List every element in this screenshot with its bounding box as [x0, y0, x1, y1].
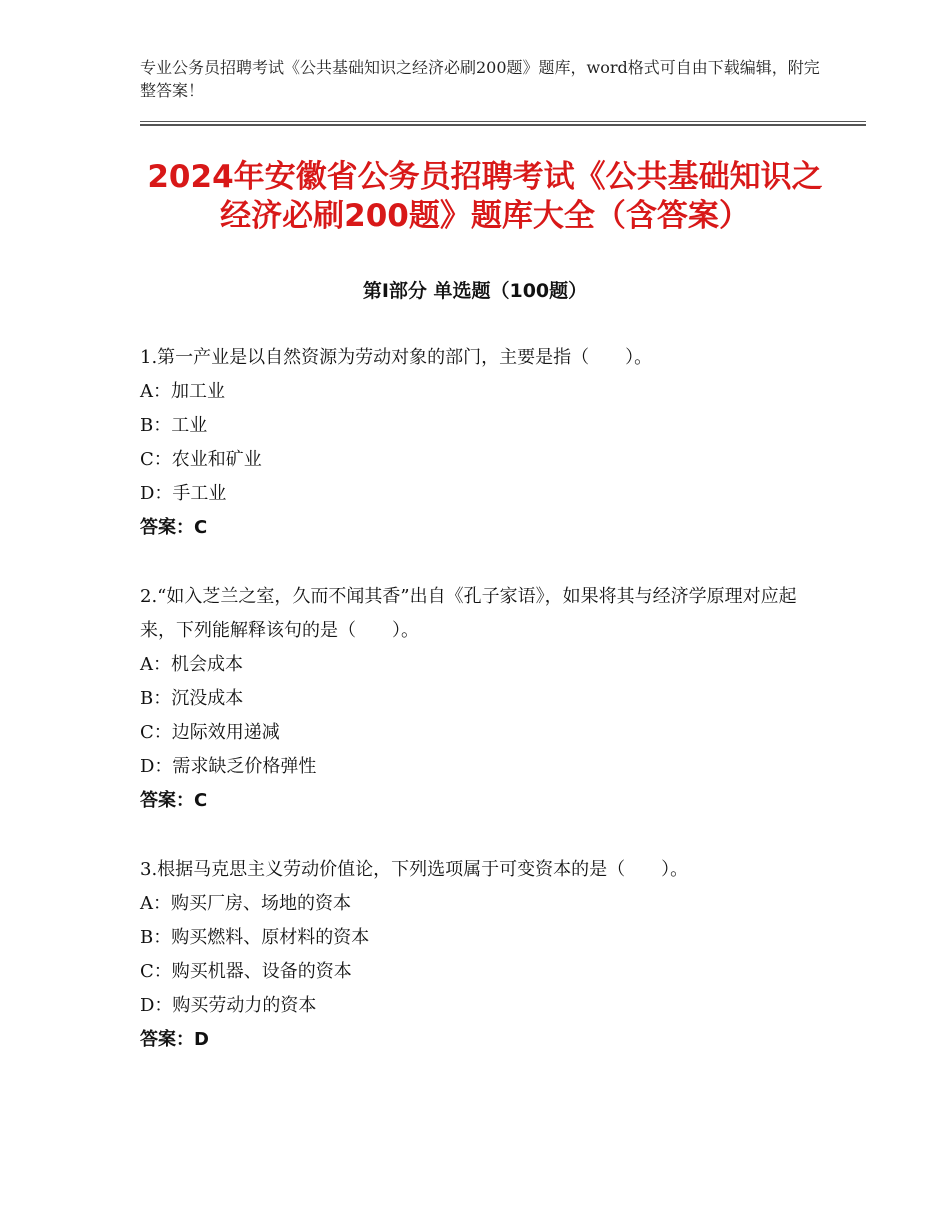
option-a: A：机会成本	[140, 654, 243, 675]
header-note: 专业公务员招聘考试《公共基础知识之经济必刷200题》题库，word格式可自由下载编辑，附完整答案！	[140, 58, 820, 100]
option-b: B：沉没成本	[140, 688, 244, 709]
option-a: A：购买厂房、场地的资本	[140, 893, 351, 914]
question-1	[140, 341, 800, 545]
question-text: 2.“如入芝兰之室，久而不闻其香”出自《孔子家语》，如果将其与经济学原理对应起来，下列能解释该句的是（ ）。	[140, 586, 797, 641]
option-c: C：购买机器、设备的资本	[140, 961, 352, 982]
section-heading: 第Ⅰ部分 单选题（100题）	[362, 280, 588, 302]
header-divider-thick	[140, 124, 866, 126]
option-b: B：工业	[140, 415, 208, 436]
option-b: B：购买燃料、原材料的资本	[140, 927, 370, 948]
answer: 答案：D	[140, 1029, 209, 1050]
answer: 答案：C	[140, 517, 208, 538]
question-text: 3.根据马克思主义劳动价值论，下列选项属于可变资本的是（ ）。	[140, 859, 689, 880]
option-c: C：农业和矿业	[140, 449, 262, 470]
option-c: C：边际效用递减	[140, 722, 280, 743]
question-2	[140, 580, 800, 818]
header-divider-thin	[140, 121, 866, 122]
option-d: D：手工业	[140, 483, 227, 504]
question-3	[140, 853, 800, 1057]
option-d: D：购买劳动力的资本	[140, 995, 317, 1016]
option-a: A：加工业	[140, 381, 225, 402]
option-d: D：需求缺乏价格弹性	[140, 756, 317, 777]
answer: 答案：C	[140, 790, 208, 811]
document-title: 2024年安徽省公务员招聘考试《公共基础知识之经济必刷200题》题库大全（含答案）	[147, 159, 823, 234]
question-text: 1.第一产业是以自然资源为劳动对象的部门，主要是指（ ）。	[140, 347, 653, 368]
